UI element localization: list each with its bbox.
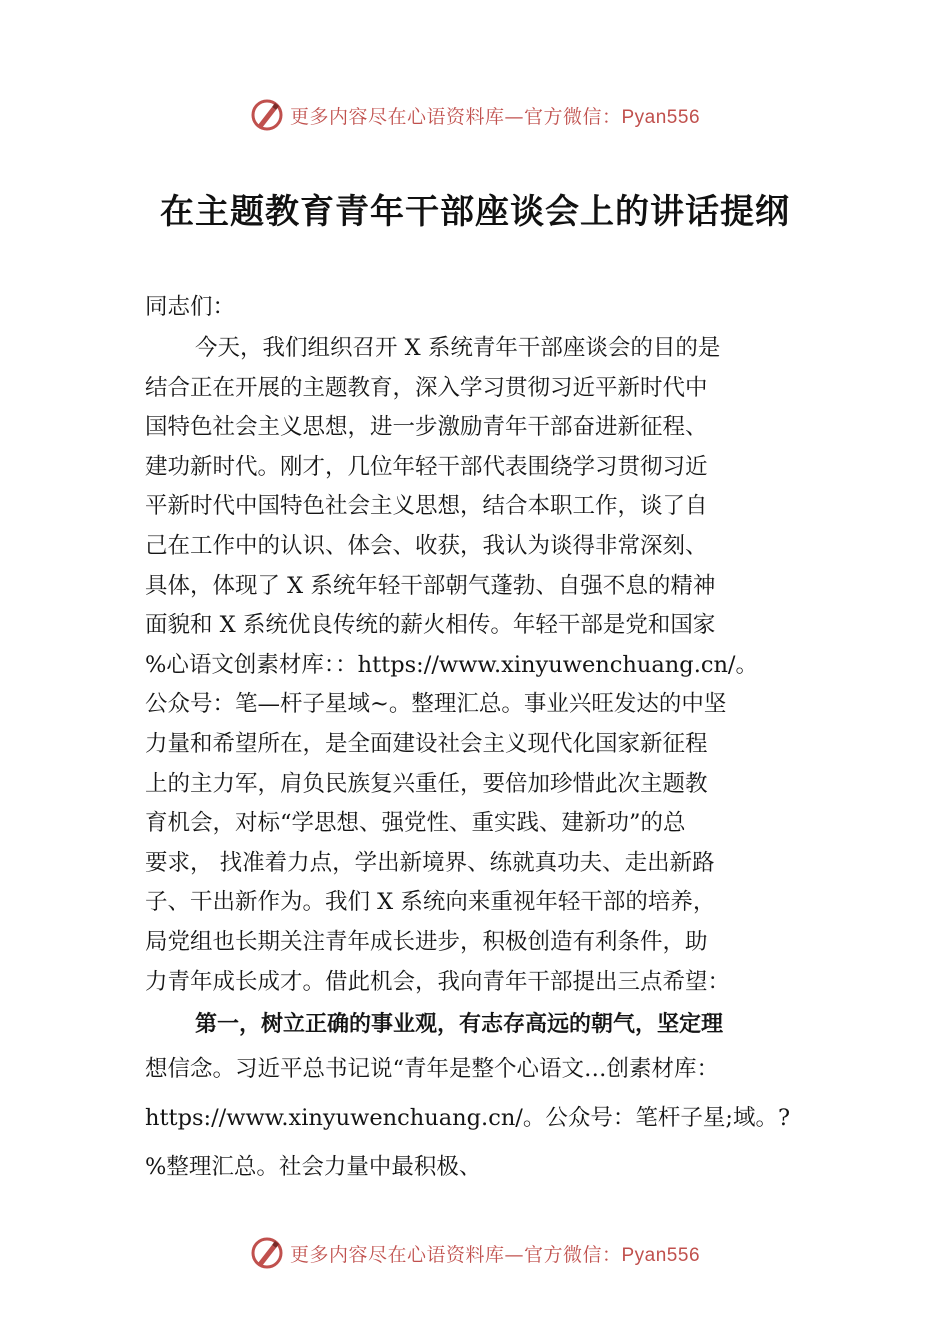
text-line: 具体，体现了 X 系统年轻干部朝气蓬勃、自强不息的精神: [145, 572, 716, 599]
text-line: 局党组也长期关注青年成长进步，积极创造有利条件，助: [145, 928, 708, 955]
text-line: 建功新时代。刚才，几位年轻干部代表围绕学习贯彻习近: [145, 453, 708, 480]
banner-contact: Pyan556: [621, 106, 701, 128]
text-line: https://www.xinyuwenchuang.cn/。公众号：笔杆子星;域。?: [145, 1104, 791, 1131]
text-line: 育机会，对标“学思想、强党性、重实践、建新功”的总: [145, 810, 686, 837]
banner-slogan: 更多内容尽在心语资料库—官方微信：: [289, 1243, 622, 1266]
text-line: 己在工作中的认识、体会、收获，我认为谈得非常深刻、: [145, 532, 708, 559]
text-line: 结合正在开展的主题教育，深入学习贯彻习近平新时代中: [145, 374, 708, 401]
banner-text: [290, 1240, 700, 1267]
text-line: 今天，我们组织召开 X 系统青年干部座谈会的目的是: [195, 335, 721, 361]
text-line: 上的主力军，肩负民族复兴重任，要倍加珍惜此次主题教: [145, 770, 708, 797]
banner-text: [290, 102, 700, 129]
text-line: 要求， 找准着力点，学出新境界、练就真功夫、走出新路: [145, 849, 715, 876]
text-line: %心语文创素材库：：https://www.xinyuwenchuang.cn/。: [145, 651, 759, 678]
header-banner: [0, 95, 950, 135]
text-line: 公众号：笔—杆子星域~。整理汇总。事业兴旺发达的中坚: [145, 691, 727, 718]
paragraph-1: [145, 329, 825, 1002]
text-line: 面貌和 X 系统优良传统的薪火相传。年轻干部是党和国家: [145, 612, 716, 639]
document-title: 在主题教育青年干部座谈会上的讲话提纲: [160, 192, 790, 232]
text-line: %整理汇总。社会力量中最积极、: [145, 1153, 482, 1180]
paragraph-heading: 第一，树立正确的事业观，有志存高远的朝气，坚定理: [195, 1012, 724, 1037]
text-line: 力青年成长成才。借此机会，我向青年干部提出三点希望：: [145, 968, 731, 995]
greeting: [145, 288, 825, 328]
pen-logo-icon: [250, 98, 284, 132]
text-line: 平新时代中国特色社会主义思想，结合本职工作，谈了自: [145, 493, 708, 520]
pen-logo-icon: [250, 1236, 284, 1270]
text-line: 想信念。习近平总书记说“青年是整个心语文…创素材库：: [145, 1055, 720, 1082]
greeting-text: 同志们：: [145, 294, 236, 320]
text-line: 子、干出新作为。我们 X 系统向来重视年轻干部的培养，: [145, 889, 716, 916]
text-line: 国特色社会主义思想，进一步激励青年干部奋进新征程、: [145, 414, 708, 441]
banner-slogan: 更多内容尽在心语资料库—官方微信：: [289, 105, 622, 128]
paragraph-2: [145, 1005, 825, 1192]
footer-banner: [0, 1233, 950, 1273]
banner-contact: Pyan556: [621, 1244, 701, 1266]
text-line: 力量和希望所在，是全面建设社会主义现代化国家新征程: [145, 730, 708, 757]
